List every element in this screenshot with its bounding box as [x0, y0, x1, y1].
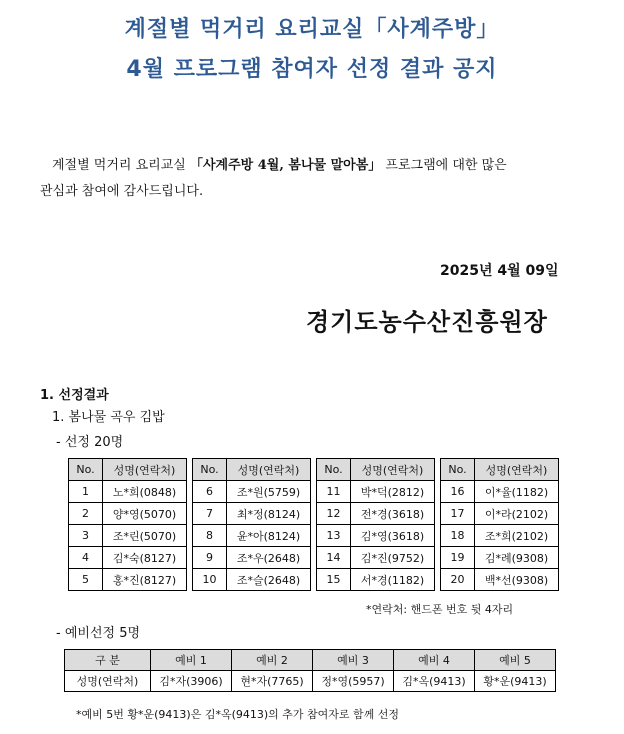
organization-name: 경기도농수산진흥원장: [306, 307, 548, 336]
participant-no: 18: [441, 525, 475, 547]
participant-name: 윤*아(8124): [227, 525, 311, 547]
announcement-date: 2025년 4월 09일: [440, 263, 559, 279]
participant-no: 11: [317, 481, 351, 503]
header-name-contact: 성명(연락처): [351, 459, 435, 481]
reserve-header-cell: 예비 2: [232, 650, 313, 671]
participant-no: 2: [69, 503, 103, 525]
participant-no: 13: [317, 525, 351, 547]
page-title-line1: 계절별 먹거리 요리교실「사계주방」: [124, 17, 500, 42]
reserve-header-row: [65, 650, 556, 671]
reserve-header-cell: 예비 3: [313, 650, 394, 671]
intro-suffix: 프로그램에 대한 많은: [381, 158, 507, 173]
table-row: [69, 481, 559, 503]
selected-table-header-row: [69, 459, 559, 481]
reserve-header-cell: 예비 1: [151, 650, 232, 671]
contact-note: *연락처: 핸드폰 번호 뒷 4자리: [366, 603, 514, 616]
participant-no: 15: [317, 569, 351, 591]
section-heading: 1. 선정결과: [40, 388, 109, 403]
reserve-participant: 김*자(3906): [151, 671, 232, 692]
reserve-header-cell: 예비 5: [475, 650, 556, 671]
intro-prefix: 계절별 먹거리 요리교실: [52, 158, 190, 173]
participant-no: 19: [441, 547, 475, 569]
participant-no: 20: [441, 569, 475, 591]
header-no: No.: [317, 459, 351, 481]
participant-name: 김*숙(8127): [103, 547, 187, 569]
participant-name: 김*례(9308): [475, 547, 559, 569]
page-title-line2: 4월 프로그램 참여자 선정 결과 공지: [126, 57, 498, 82]
participant-no: 12: [317, 503, 351, 525]
reserve-table: [64, 649, 556, 692]
header-no: No.: [441, 459, 475, 481]
reserve-header-cell: 예비 4: [394, 650, 475, 671]
participant-name: 조*슬(2648): [227, 569, 311, 591]
reserve-participant: 황*운(9413): [475, 671, 556, 692]
participant-name: 조*우(2648): [227, 547, 311, 569]
participant-name: 박*덕(2812): [351, 481, 435, 503]
participant-name: 최*정(8124): [227, 503, 311, 525]
participant-no: 3: [69, 525, 103, 547]
participant-name: 서*경(1182): [351, 569, 435, 591]
participant-no: 16: [441, 481, 475, 503]
program-subheading: 1. 봄나물 곡우 김밥: [52, 410, 165, 425]
intro-program-name: 「사계주방 4월, 봄나물 말아봄」: [189, 158, 382, 173]
reserve-table-body: [65, 650, 556, 692]
reserve-note: *예비 5번 황*운(9413)은 김*옥(9413)의 추가 참여자로 함께 선정: [76, 708, 400, 721]
participant-name: 조*린(5070): [103, 525, 187, 547]
selected-label: - 선정 20명: [56, 435, 124, 450]
selected-table-body: [69, 459, 559, 591]
header-name-contact: 성명(연락처): [475, 459, 559, 481]
participant-no: 14: [317, 547, 351, 569]
table-row: [69, 503, 559, 525]
participant-no: 8: [193, 525, 227, 547]
participant-name: 조*희(2102): [475, 525, 559, 547]
participant-name: 조*원(5759): [227, 481, 311, 503]
reserve-header-cell: 구 분: [65, 650, 151, 671]
header-no: No.: [69, 459, 103, 481]
participant-no: 10: [193, 569, 227, 591]
participant-name: 김*진(9752): [351, 547, 435, 569]
reserve-row-label: 성명(연락처): [65, 671, 151, 692]
table-row: [69, 569, 559, 591]
reserve-label: - 예비선정 5명: [56, 626, 141, 641]
participant-name: 노*희(0848): [103, 481, 187, 503]
participant-name: 양*영(5070): [103, 503, 187, 525]
table-row: [69, 547, 559, 569]
table-row: [69, 525, 559, 547]
reserve-participant: 정*영(5957): [313, 671, 394, 692]
participant-name: 김*영(3618): [351, 525, 435, 547]
participant-name: 전*경(3618): [351, 503, 435, 525]
participant-name: 이*율(1182): [475, 481, 559, 503]
participant-no: 17: [441, 503, 475, 525]
header-name-contact: 성명(연락처): [103, 459, 187, 481]
participant-name: 백*선(9308): [475, 569, 559, 591]
reserve-participant: 김*옥(9413): [394, 671, 475, 692]
participant-no: 1: [69, 481, 103, 503]
participant-name: 이*라(2102): [475, 503, 559, 525]
header-no: No.: [193, 459, 227, 481]
reserve-participant: 현*자(7765): [232, 671, 313, 692]
participant-no: 5: [69, 569, 103, 591]
participant-no: 7: [193, 503, 227, 525]
selected-table: [68, 458, 559, 591]
reserve-row: [65, 671, 556, 692]
participant-no: 6: [193, 481, 227, 503]
intro-line2: 관심과 참여에 감사드립니다.: [40, 184, 204, 199]
header-name-contact: 성명(연락처): [227, 459, 311, 481]
participant-name: 홍*진(8127): [103, 569, 187, 591]
intro-line1: [52, 154, 507, 173]
participant-no: 9: [193, 547, 227, 569]
participant-no: 4: [69, 547, 103, 569]
